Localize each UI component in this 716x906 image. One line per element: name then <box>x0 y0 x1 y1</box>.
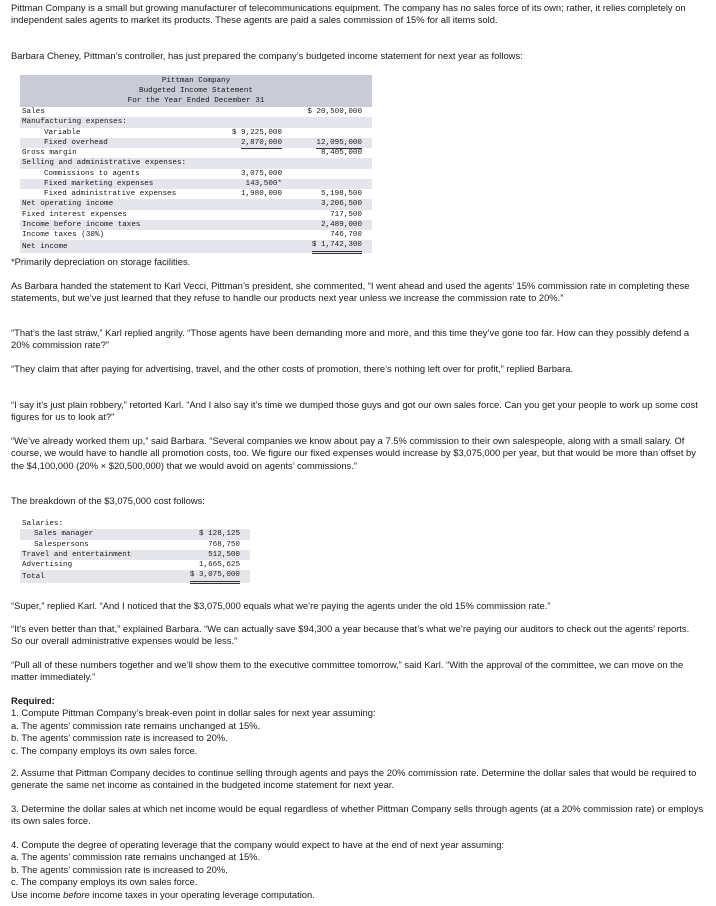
row-label: Net income <box>22 243 68 252</box>
dialogue-paragraph: “We’ve already worked them up,” said Barbara. “Several companies we know about pay a 7.5% commission to their own salespeople, along with a small salary. Of course, we would have to handle all promotion costs, too. We figure our fixed expenses would increase by $3,075,000 per year, but that would be more than offset by the $4,100,000 (20% × $20,500,000) that we would avoid on agents’ commissions.” <box>11 435 696 471</box>
row-amount: $ 9,225,000 <box>231 128 282 137</box>
dialogue-paragraph: The breakdown of the $3,075,000 cost follows: <box>11 495 205 506</box>
row-total: 8,405,000 <box>320 149 362 157</box>
row-total: $ 20,500,000 <box>307 108 362 116</box>
row-label: Fixed interest expenses <box>22 210 127 219</box>
question-4: 4. Compute the degree of operating leverage that the company would expect to have at the end of next year assuming: <box>11 839 505 850</box>
question-4-block <box>11 839 703 901</box>
cost-row-salaries <box>20 519 250 529</box>
row-total: 746,700 <box>330 230 362 241</box>
statement-row-gross-margin <box>20 148 372 158</box>
statement-row-sales <box>20 107 372 117</box>
cost-value: 512,500 <box>208 550 240 559</box>
statement-row-income-before-taxes <box>20 220 372 230</box>
row-label: Selling and administrative expenses: <box>22 159 187 168</box>
row-label: Fixed administrative expenses <box>44 190 177 198</box>
row-label: Net operating income <box>22 200 114 209</box>
cost-row-advertising <box>20 560 250 570</box>
cost-label: Salespersons <box>34 540 89 549</box>
question-4b: b. The agents’ commission rate is increased to 20%. <box>11 863 228 875</box>
question-1c: c. The company employs its own sales force. <box>11 744 198 756</box>
dialogue-paragraph: “Pull all of these numbers together and we’ll show them to the executive committee tomorrow,” said Karl. “With the approval of the committee, we can move on the matter immediately.” <box>11 659 684 683</box>
dialogue-paragraph: “Super,” replied Karl. “And I noticed that the $3,075,000 equals what we’re paying the agents under the old 15% commission rate.” <box>11 600 551 611</box>
question-4c: c. The company employs its own sales force. <box>11 876 198 888</box>
question-2: 2. Assume that Pittman Company decides to continue selling through agents and pays the 20% commission rate. Determine the dollar sales that would be required to generate the same net income as contained in the budgeted income statement for next year. <box>11 767 697 791</box>
statement-row-net-operating-income <box>20 199 372 209</box>
question-4a: a. The agents’ commission rate remains unchanged at 15%. <box>11 851 261 863</box>
cost-breakdown-table <box>20 519 250 583</box>
row-amount: 2,870,000 <box>241 138 282 149</box>
cost-row-total <box>20 570 250 583</box>
row-label: Variable <box>44 128 81 137</box>
statement-row-income-taxes <box>20 230 372 240</box>
statement-row-fixed-admin <box>20 189 372 199</box>
intro-paragraph: Pittman Company is a small but growing manufacturer of telecommunications equipment. The company has no sales force of its own; rather, it relies completely on independent sales agents to market its products. These agents are paid a sales commission of 15% for all items sold. <box>11 2 686 26</box>
statement-row-commissions <box>20 169 372 179</box>
cost-label: Advertising <box>22 561 73 570</box>
row-total: 12,095,000 <box>316 138 362 149</box>
row-label: Manufacturing expenses: <box>22 118 127 127</box>
statement-header <box>20 75 372 107</box>
row-label: Income before income taxes <box>22 220 141 229</box>
row-total: 3,206,500 <box>320 200 362 209</box>
note-text: income taxes in your operating leverage computation. <box>89 888 315 900</box>
row-label: Gross margin <box>22 149 77 157</box>
row-total: 5,198,500 <box>321 189 362 200</box>
cost-value: 1,665,625 <box>199 560 240 571</box>
row-label: Commissions to agents <box>44 169 140 178</box>
cost-label: Total <box>22 573 45 582</box>
question-4-note <box>11 889 703 901</box>
cost-value: $ 128,125 <box>198 530 240 539</box>
statement-row-manufacturing <box>20 117 372 127</box>
row-amount: 143,500* <box>245 179 282 188</box>
statement-period: For the Year Ended December 31 <box>127 97 265 105</box>
statement-footnote: *Primarily depreciation on storage facilities. <box>11 256 191 267</box>
statement-company: Pittman Company <box>161 77 231 85</box>
statement-row-fixed-marketing <box>20 179 372 189</box>
income-statement <box>20 75 372 253</box>
dialogue-paragraph: “I say it’s just plain robbery,” retorted Karl. “And I also say it’s time we dumped those guys and got our own sales force. Can you get your people to work up some cost figures for us to look at?” <box>11 399 698 423</box>
dialogue-paragraph: “That’s the last straw,” Karl replied angrily. “Those agents have been demanding more and more, and this time they’ve gone too far. How can they possibly defend a 20% commission rate?” <box>11 327 690 351</box>
statement-row-net-income <box>20 240 372 253</box>
row-label: Fixed marketing expenses <box>44 179 154 188</box>
question-1a: a. The agents’ commission rate remains unchanged at 15%. <box>11 719 261 731</box>
cost-row-salespersons <box>20 540 250 550</box>
note-emphasis: before <box>63 888 90 900</box>
question-1: 1. Compute Pittman Company’s break-even point in dollar sales for next year assuming: <box>11 707 376 719</box>
note-text: Use income <box>11 888 64 900</box>
dialogue-paragraph: As Barbara handed the statement to Karl Vecci, Pittman’s president, she commented, “I went ahead and used the agents’ 15% commission rate in completing these statements, but we’ve just learned that they refuse to handle our products next year unless we increase the commission rate to 20%.” <box>11 280 690 304</box>
cost-label: Sales manager <box>34 530 94 539</box>
cost-value: $ 3,075,000 <box>190 570 240 583</box>
question-3: 3. Determine the dollar sales at which net income would be equal regardless of whether Pittman Company sells through agents (at a 20% commission rate) or employs its own sales force. <box>11 803 704 827</box>
required-section <box>11 695 703 757</box>
cost-label: Travel and entertainment <box>22 550 132 559</box>
cost-value: 768,750 <box>208 540 240 549</box>
row-total: 717,500 <box>330 210 362 221</box>
cost-label: Salaries: <box>22 520 64 528</box>
question-1b: b. The agents’ commission rate is increased to 20%. <box>11 732 228 744</box>
row-total: $ 1,742,300 <box>312 240 362 253</box>
cost-row-sales-manager <box>20 529 250 539</box>
row-amount: 1,980,000 <box>241 189 282 200</box>
row-amount: 3,075,000 <box>240 169 282 178</box>
cost-row-travel <box>20 550 250 560</box>
intro-paragraph-2: Barbara Cheney, Pittman’s controller, has just prepared the company’s budgeted income statement for next year as follows: <box>11 50 523 61</box>
dialogue-paragraph: “They claim that after paying for advertising, travel, and the other costs of promotion, there’s nothing left over for profit,” replied Barbara. <box>11 363 574 374</box>
row-label: Sales <box>22 108 45 116</box>
required-heading: Required: <box>11 695 55 706</box>
row-label: Income taxes (30%) <box>22 231 105 239</box>
statement-row-selling-admin <box>20 158 372 168</box>
statement-row-variable <box>20 128 372 138</box>
statement-row-fixed-overhead <box>20 138 372 148</box>
statement-title: Budgeted Income Statement <box>139 87 253 95</box>
row-label: Fixed overhead <box>44 138 108 147</box>
statement-row-interest <box>20 210 372 220</box>
row-total: 2,489,000 <box>320 220 362 229</box>
dialogue-paragraph: “It’s even better than that,” explained Barbara. “We can actually save $94,300 a year because that’s what we’re paying our auditors to check out the agents’ reports. So our overall administrative expenses would be less.” <box>11 623 690 647</box>
